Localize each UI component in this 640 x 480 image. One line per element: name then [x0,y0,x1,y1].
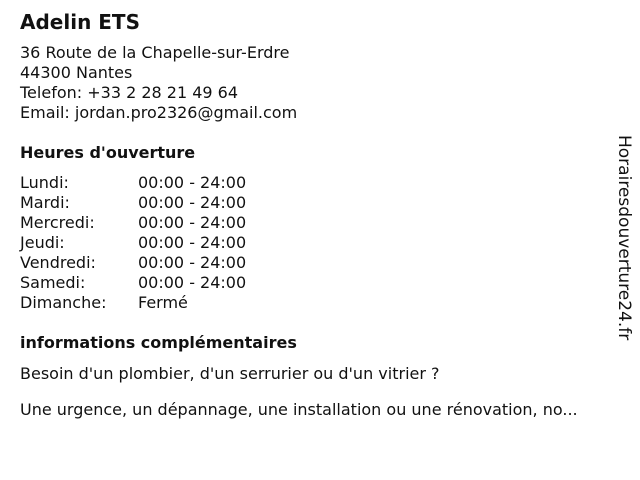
day-label: Mardi: [20,193,70,212]
day-label: Vendredi: [20,253,96,272]
business-card [20,10,610,420]
day-label: Mercredi: [20,213,95,232]
time-range: 00:00 - 24:00 [138,213,247,232]
extra-info-heading: informations complémentaires [20,333,297,352]
time-range: 00:00 - 24:00 [138,233,247,252]
address-street: 36 Route de la Chapelle-sur-Erdre [20,43,290,62]
hours-heading: Heures d'ouverture [20,143,196,162]
hours-row-sunday [20,293,610,313]
extra-info-line: Besoin d'un plombier, d'un serrurier ou d'un vitrier ? [20,364,440,383]
hours-row-friday [20,253,610,273]
time-range: 00:00 - 24:00 [138,173,247,192]
business-name: Adelin ETS [20,10,140,34]
address-city: 44300 Nantes [20,63,133,82]
day-label: Samedi: [20,273,86,292]
day-label: Dimanche: [20,293,107,312]
hours-table [20,173,610,313]
hours-row-tuesday [20,193,610,213]
time-range: 00:00 - 24:00 [138,193,247,212]
hours-row-wednesday [20,213,610,233]
phone-text: Telefon: +33 2 28 21 49 64 [20,83,239,102]
email-text: Email: jordan.pro2326@gmail.com [20,103,298,122]
hours-row-monday [20,173,610,193]
day-label: Lundi: [20,173,69,192]
site-watermark: Horairesdouverture24.fr [614,135,634,341]
time-range: Fermé [138,293,188,312]
extra-info-description: Une urgence, un dépannage, une installation ou une rénovation, no... [20,400,578,419]
time-range: 00:00 - 24:00 [138,273,247,292]
hours-row-saturday [20,273,610,293]
contact-block [20,43,610,123]
time-range: 00:00 - 24:00 [138,253,247,272]
hours-row-thursday [20,233,610,253]
day-label: Jeudi: [20,233,65,252]
